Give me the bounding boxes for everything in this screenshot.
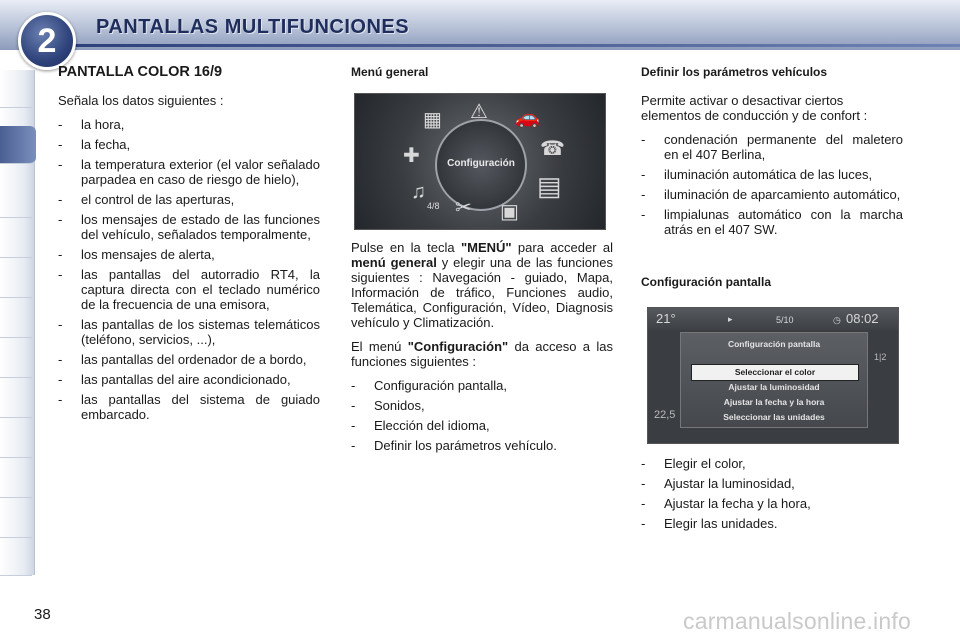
music-note-icon: ♫	[411, 181, 426, 203]
list-item: - Ajustar la luminosidad,	[641, 476, 903, 491]
list-item: - las pantallas del aire acondicionado,	[58, 372, 320, 387]
list-item: - Configuración pantalla,	[351, 378, 613, 393]
list-item: - las pantallas del sistema de guiado embarcado.	[58, 392, 320, 422]
climate-config-icon: ▤	[537, 171, 562, 201]
section-heading-parametros: Definir los parámetros vehículos	[641, 65, 828, 79]
side-tab-4[interactable]	[0, 220, 32, 258]
side-tab-11[interactable]	[0, 500, 32, 538]
header-rule	[64, 44, 960, 47]
list-item: - Elección del idioma,	[351, 418, 613, 433]
parametros-intro: Permite activar o desactivar ciertos elementos de conducción y de confort :	[641, 93, 868, 123]
text-span: y elegir una de las funciones siguientes : Navegación - guiado, Mapa, Información de tráfico, Funciones audio, Telemática, Configuración, Vídeo, Diagnosis vehículo y Climatización.	[351, 255, 613, 330]
config-functions-list	[351, 378, 613, 453]
section-heading-menu-general: Menú general	[351, 65, 429, 79]
navigation-cross-icon: ✚	[403, 145, 420, 167]
config-intro	[351, 339, 613, 369]
key-label-menu: "MENÚ"	[460, 240, 512, 255]
list-item: - los mensajes de estado de las funciones del vehículo, señalados temporalmente,	[58, 212, 320, 242]
list-item: - iluminación de aparcamiento automático,	[641, 187, 903, 202]
section-heading-config-pantalla: Configuración pantalla	[641, 275, 772, 289]
screen-status-bar	[648, 308, 898, 330]
key-label-configuracion: "Configuración"	[407, 339, 509, 354]
side-tab-3[interactable]	[0, 180, 32, 218]
chapter-badge: 2	[18, 12, 76, 70]
menu-instructions	[351, 240, 613, 330]
screen-temperature: 21°	[656, 311, 676, 326]
list-item: - las pantallas del ordenador de a bordo,	[58, 352, 320, 367]
car-icon: 🚗	[515, 107, 540, 129]
side-tab-2-active[interactable]	[0, 126, 36, 164]
list-item: - los mensajes de alerta,	[58, 247, 320, 262]
watermark: carmanualsonline.info	[683, 608, 911, 634]
list-item: - limpialunas automático con la marcha atrás en el 407 SW.	[641, 207, 903, 237]
text-span: da acceso a las funciones siguientes :	[351, 339, 613, 369]
list-item: - Elegir el color,	[641, 456, 903, 471]
telematics-icon: ☎	[540, 138, 565, 160]
section-heading-pantalla-color: PANTALLA COLOR 16/9	[58, 64, 223, 80]
side-tab-6[interactable]	[0, 300, 32, 338]
list-item: - Ajustar la fecha y la hora,	[641, 496, 903, 511]
play-icon: ▸	[728, 314, 733, 324]
video-icon: ▣	[500, 201, 519, 223]
list-item: - condenación permanente del maletero en el 407 Berlina,	[641, 132, 903, 162]
menu-page-badge: 4/8	[427, 201, 440, 211]
warning-triangle-icon: ⚠	[470, 101, 488, 123]
menu-center-label: Configuración	[447, 158, 515, 169]
list-item: - la hora,	[58, 117, 320, 132]
config-menu-title: Configuración pantalla	[727, 339, 821, 349]
menu-general-label: menú general	[351, 255, 437, 270]
side-tab-12[interactable]	[0, 538, 32, 576]
screen-side-value: 1|2	[874, 352, 887, 362]
tools-icon: ✂	[455, 197, 472, 219]
clock-icon: ◷	[833, 315, 841, 325]
list-item: - Sonidos,	[351, 398, 613, 413]
list-item: - la fecha,	[58, 137, 320, 152]
chapter-side-tabs	[0, 70, 35, 575]
column-pantalla-color	[58, 65, 320, 427]
side-tab-7[interactable]	[0, 340, 32, 378]
option-seleccionar-unidades[interactable]: Seleccionar las unidades	[723, 412, 825, 422]
text-span: El menú	[351, 339, 408, 354]
list-item: - el control de las aperturas,	[58, 192, 320, 207]
list-item: - Elegir las unidades.	[641, 516, 903, 531]
side-tab-1[interactable]	[0, 70, 32, 108]
column-parametros	[641, 65, 903, 536]
option-ajustar-luminosidad[interactable]: Ajustar la luminosidad	[728, 382, 820, 392]
list-item: - las pantallas de los sistemas telemáticos (teléfono, servicios, ...),	[58, 317, 320, 347]
menu-general-screenshot	[354, 93, 606, 230]
text-span: Pulse en la tecla	[351, 240, 461, 255]
config-pantalla-screenshot	[647, 307, 899, 444]
screen-track: 5/10	[776, 315, 794, 325]
screen-time: 08:02	[846, 311, 879, 326]
list-item: - la temperatura exterior (el valor señalado parpadea en caso de riesgo de hielo),	[58, 157, 320, 187]
intro-text: Señala los datos siguientes :	[58, 93, 224, 108]
map-icon: ▦	[423, 109, 442, 131]
page-number: 38	[34, 606, 51, 623]
pantalla-options-list	[641, 456, 903, 531]
page-title: PANTALLAS MULTIFUNCIONES	[96, 16, 410, 38]
side-tab-8[interactable]	[0, 380, 32, 418]
option-seleccionar-color[interactable]: Seleccionar el color	[691, 364, 859, 381]
data-list	[58, 117, 320, 422]
column-menu-general	[351, 65, 613, 458]
side-tab-10[interactable]	[0, 460, 32, 498]
parametros-list	[641, 132, 903, 237]
list-item: - iluminación automática de las luces,	[641, 167, 903, 182]
config-menu-panel	[680, 332, 868, 428]
list-item: - las pantallas del autorradio RT4, la captura directa con el teclado numérico de la frecuencia de una emisora,	[58, 267, 320, 312]
screen-bottom-value: 22,5	[654, 409, 676, 421]
text-span: para acceder al	[511, 240, 613, 255]
list-item: - Definir los parámetros vehículo.	[351, 438, 613, 453]
side-tab-5[interactable]	[0, 260, 32, 298]
side-tab-9[interactable]	[0, 420, 32, 458]
option-ajustar-fecha-hora[interactable]: Ajustar la fecha y la hora	[723, 397, 825, 407]
